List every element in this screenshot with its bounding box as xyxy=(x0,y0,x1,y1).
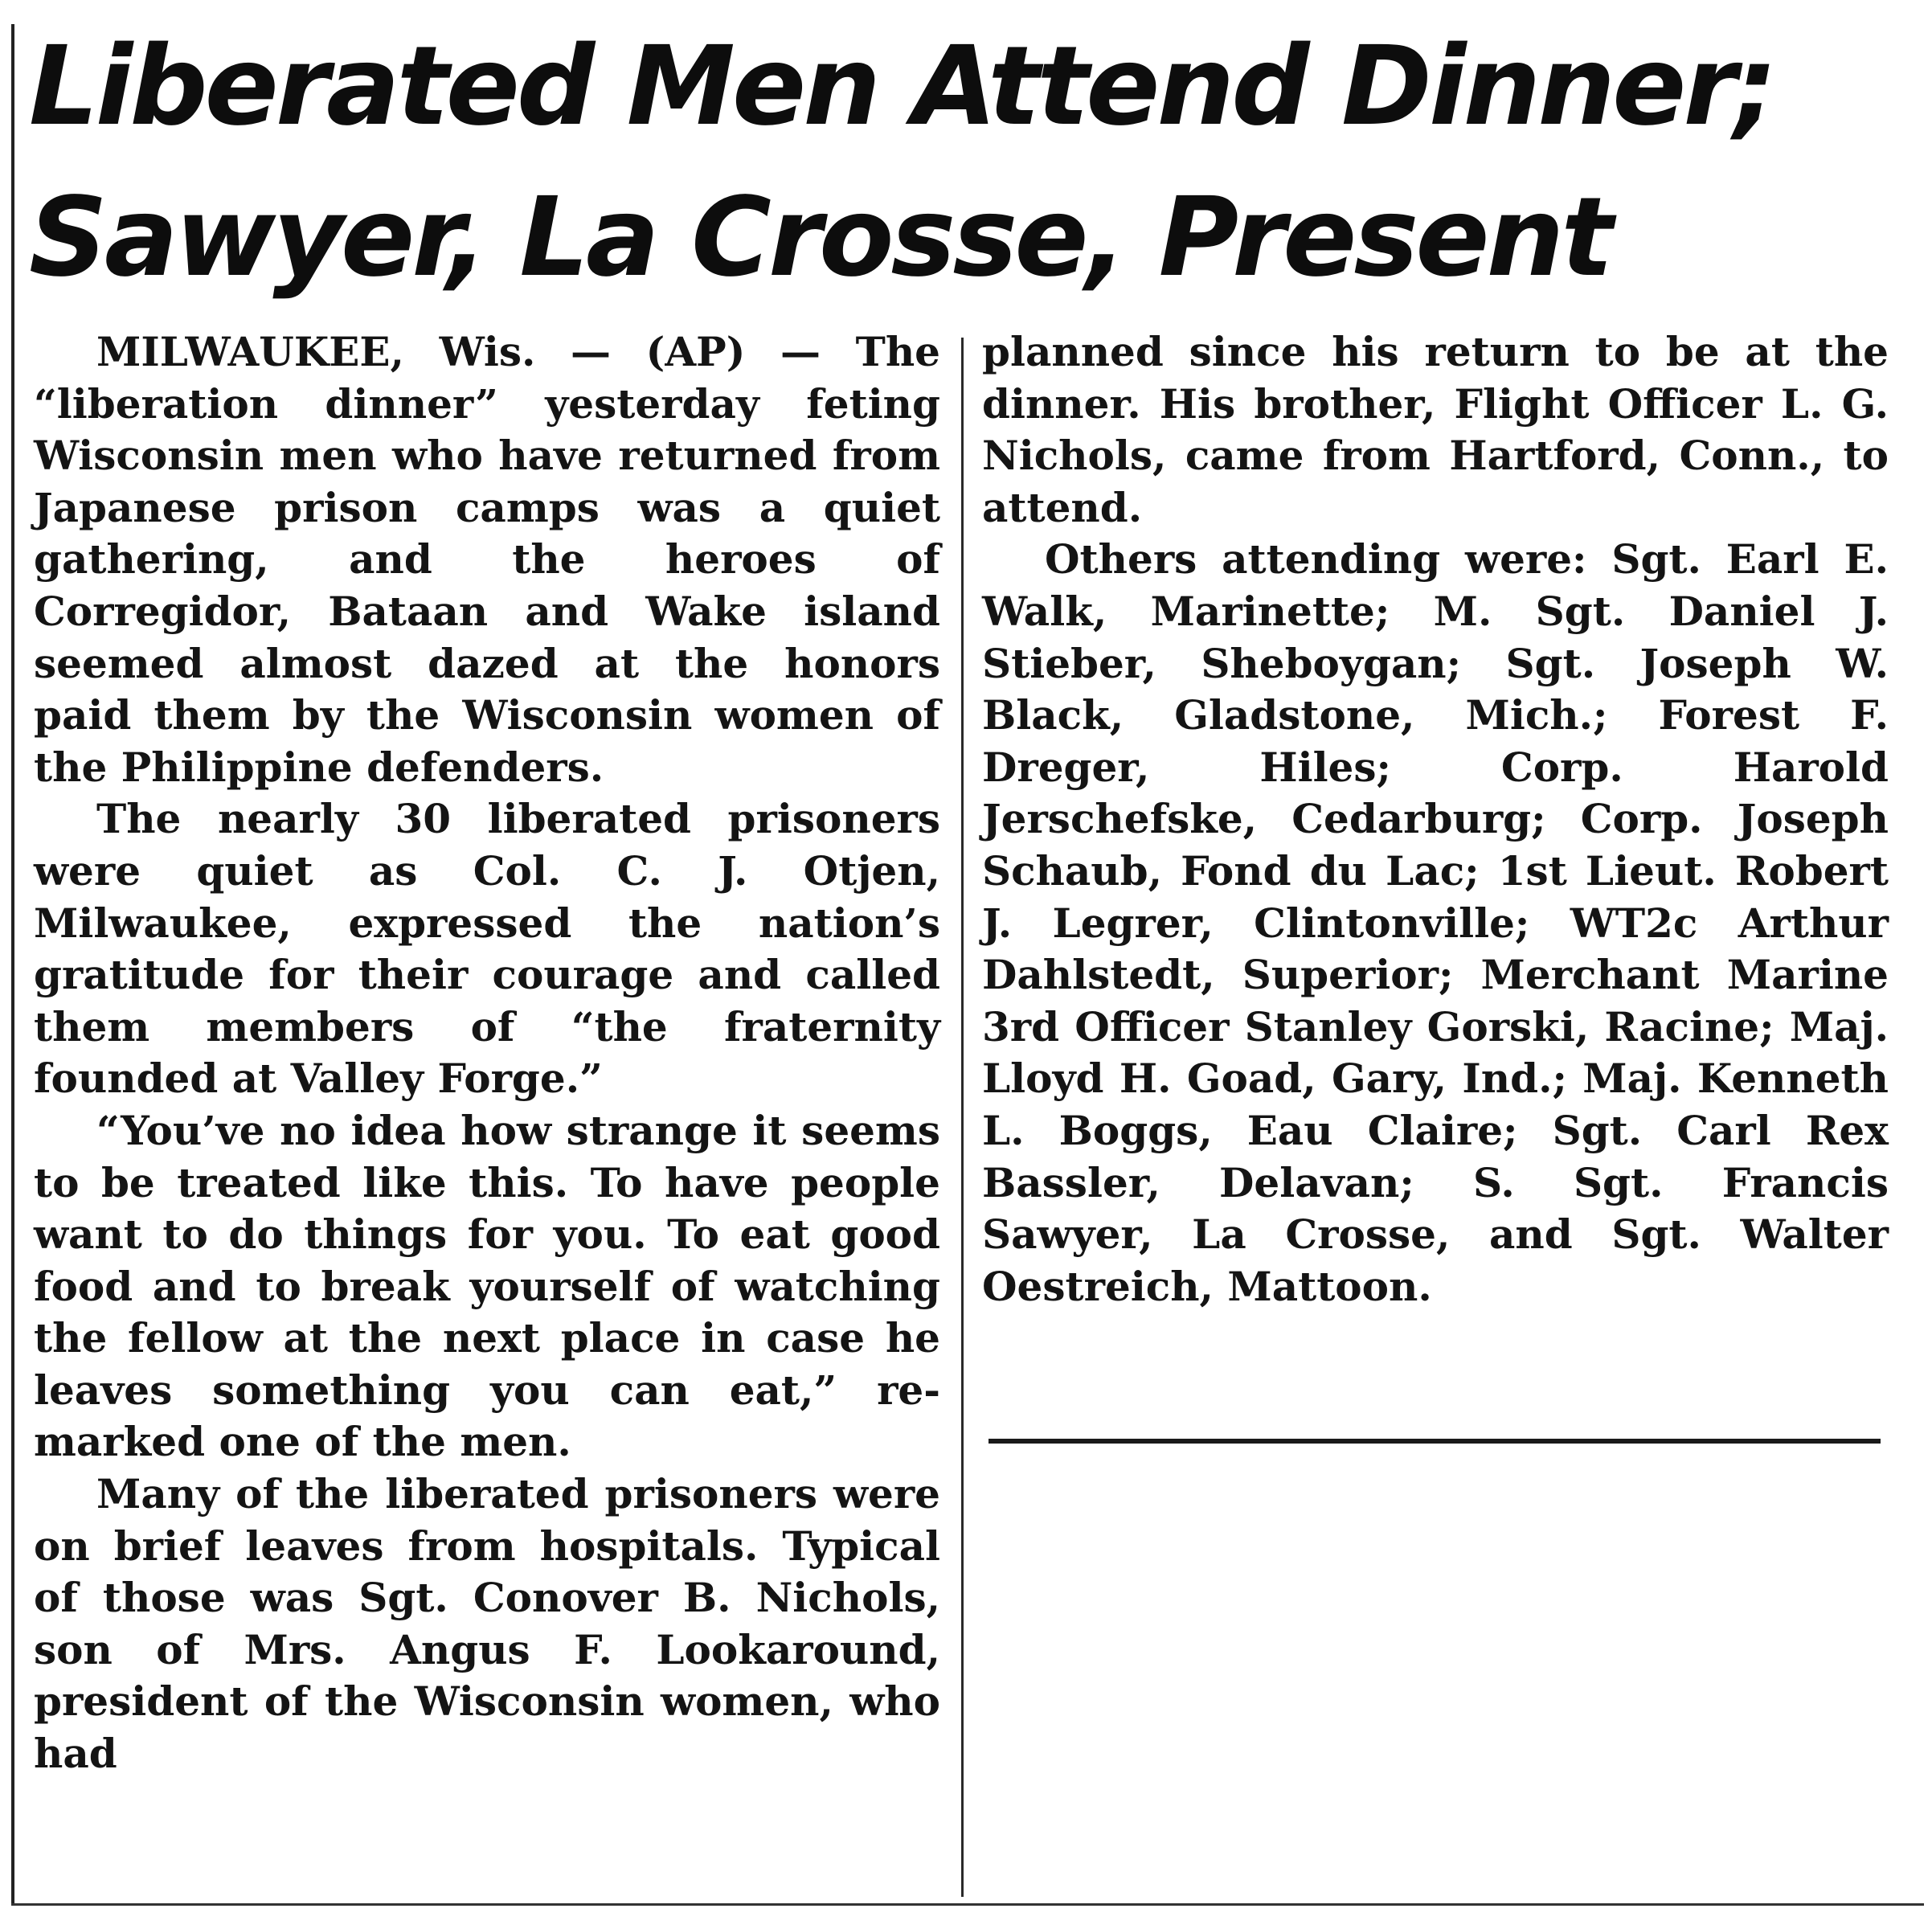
article-paragraph: Others attending were: Sgt. Earl E. Walk, Marinette; M. Sgt. Daniel J. Stieber, Sheboygan; Sgt. Joseph W. Black, Gladstone, Mich.; Forest F. Dreger, Hiles; Corp. Harold Jerschefske, Cedarburg; Corp. Joseph Schaub, Fond du Lac; 1st Lieut. Robert J. Legrer, Clintonville; WT2c Arthur Dahlstedt, Superior; Merchant Marine 3rd Officer Stanley Gorski, Racine; Maj. Lloyd H. Goad, Gary, Ind.; Maj. Kenneth L. Boggs, Eau Claire; Sgt. Carl Rex Bassler, Delavan; S. Sgt. Francis Sawyer, La Crosse, and Sgt. Walter Oestreich, Mattoon. xyxy=(982,535,1889,1310)
article-paragraph: The nearly 30 liberated prisoners were quiet as Col. C. J. Otjen, Milwaukee, expressed the nation’s gratitude for their courage and called them members of “the fraternity founded at Valley Forge.” xyxy=(34,795,940,1103)
article-paragraph: MILWAUKEE, Wis. — (AP) — The “liberation dinner” yesterday feting Wisconsin men who have returned from Japanese prison camps was a quiet gathering, and the heroes of Corregidor, Bataan and Wake island seemed almost dazed at the honors paid them by the Wisconsin women of the Philippine defenders. xyxy=(34,328,940,791)
headline-line-2: Sawyer, La Crosse, Present xyxy=(29,174,1611,301)
article-end-rule xyxy=(989,1439,1881,1444)
bottom-border-rule xyxy=(11,1903,1924,1906)
article-paragraph: “You’ve no idea how strange it seems to be treated like this. To have people want to do things for you. To eat good food and to break yourself of watching the fellow at the next place in case he leaves something you can eat,” remarked one of the men. xyxy=(34,1106,940,1466)
headline xyxy=(29,11,1909,313)
article-column-left xyxy=(34,326,940,1780)
headline-line-1: Liberated Men Attend Dinner; xyxy=(29,23,1774,150)
article-paragraph: planned since his return to be at the dinner. His brother, Flight Officer L. G. Nichols, came from Hartford, Conn., to attend. xyxy=(982,328,1889,531)
article-paragraph: Many of the liberated prisoners were on brief leaves from hospitals. Typical of those was Sgt. Conover B. Nichols, son of Mrs. Angus F. Lookaround, president of the Wisconsin women, who had xyxy=(34,1470,940,1778)
column-divider xyxy=(961,338,964,1897)
left-border-rule xyxy=(11,24,14,1905)
article-column-right xyxy=(982,326,1889,1313)
